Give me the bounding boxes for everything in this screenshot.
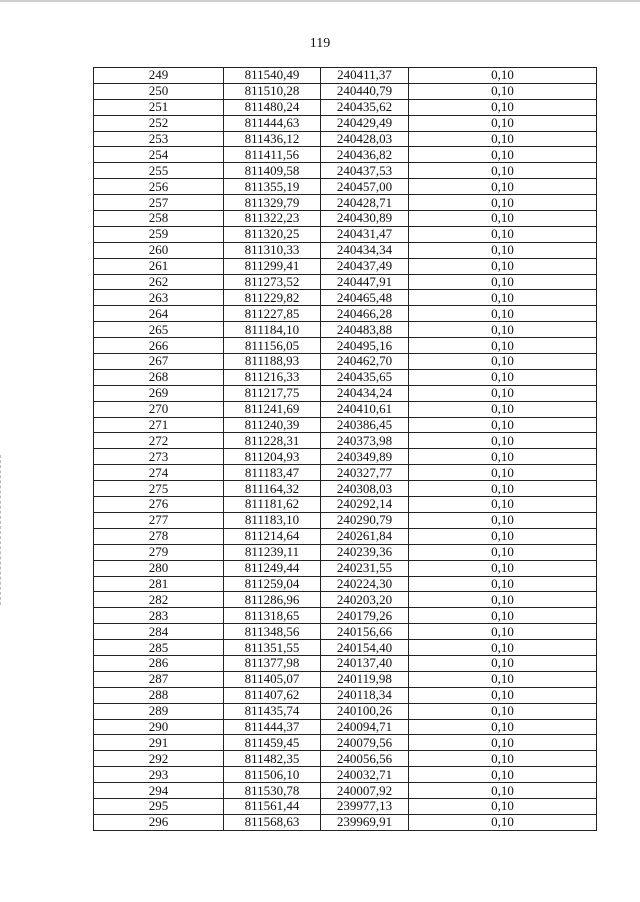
point-number-cell: 272 [94, 433, 224, 449]
x-coordinate-cell: 811568,63 [224, 814, 321, 830]
x-coordinate-cell: 811405,07 [224, 671, 321, 687]
point-number-cell: 275 [94, 481, 224, 497]
y-coordinate-cell: 240203,20 [321, 592, 409, 608]
x-coordinate-cell: 811299,41 [224, 258, 321, 274]
accuracy-cell: 0,10 [409, 767, 597, 783]
accuracy-cell: 0,10 [409, 290, 597, 306]
y-coordinate-cell: 240437,49 [321, 258, 409, 274]
y-coordinate-cell: 240292,14 [321, 497, 409, 513]
accuracy-cell: 0,10 [409, 226, 597, 242]
table-row [94, 131, 597, 147]
x-coordinate-cell: 811459,45 [224, 735, 321, 751]
accuracy-cell: 0,10 [409, 195, 597, 211]
y-coordinate-cell: 240437,53 [321, 163, 409, 179]
point-number-cell: 276 [94, 497, 224, 513]
point-number-cell: 291 [94, 735, 224, 751]
table-row [94, 369, 597, 385]
accuracy-cell: 0,10 [409, 608, 597, 624]
y-coordinate-cell: 240118,34 [321, 687, 409, 703]
accuracy-cell: 0,10 [409, 751, 597, 767]
y-coordinate-cell: 240434,24 [321, 385, 409, 401]
y-coordinate-cell: 240156,66 [321, 624, 409, 640]
table-row [94, 195, 597, 211]
page-number: 119 [309, 36, 331, 51]
point-number-cell: 254 [94, 147, 224, 163]
y-coordinate-cell: 240462,70 [321, 354, 409, 370]
y-coordinate-cell: 240435,62 [321, 99, 409, 115]
table-row [94, 99, 597, 115]
table-row [94, 560, 597, 576]
point-number-cell: 256 [94, 179, 224, 195]
x-coordinate-cell: 811444,63 [224, 115, 321, 131]
y-coordinate-cell: 240094,71 [321, 719, 409, 735]
x-coordinate-cell: 811184,10 [224, 322, 321, 338]
table-row [94, 290, 597, 306]
accuracy-cell: 0,10 [409, 242, 597, 258]
table-row [94, 767, 597, 783]
point-number-cell: 289 [94, 703, 224, 719]
point-number-cell: 264 [94, 306, 224, 322]
point-number-cell: 250 [94, 83, 224, 99]
x-coordinate-cell: 811322,23 [224, 211, 321, 227]
y-coordinate-cell: 239969,91 [321, 814, 409, 830]
table-row [94, 592, 597, 608]
y-coordinate-cell: 240290,79 [321, 512, 409, 528]
x-coordinate-cell: 811409,58 [224, 163, 321, 179]
point-number-cell: 279 [94, 544, 224, 560]
accuracy-cell: 0,10 [409, 322, 597, 338]
table-row [94, 211, 597, 227]
accuracy-cell: 0,10 [409, 512, 597, 528]
y-coordinate-cell: 240079,56 [321, 735, 409, 751]
x-coordinate-cell: 811249,44 [224, 560, 321, 576]
table-row [94, 528, 597, 544]
x-coordinate-cell: 811530,78 [224, 783, 321, 799]
accuracy-cell: 0,10 [409, 99, 597, 115]
accuracy-cell: 0,10 [409, 369, 597, 385]
accuracy-cell: 0,10 [409, 671, 597, 687]
accuracy-cell: 0,10 [409, 417, 597, 433]
table-row [94, 68, 597, 84]
accuracy-cell: 0,10 [409, 385, 597, 401]
table-row [94, 401, 597, 417]
y-coordinate-cell: 240179,26 [321, 608, 409, 624]
table-row [94, 798, 597, 814]
x-coordinate-cell: 811310,33 [224, 242, 321, 258]
accuracy-cell: 0,10 [409, 338, 597, 354]
point-number-cell: 292 [94, 751, 224, 767]
accuracy-cell: 0,10 [409, 687, 597, 703]
accuracy-cell: 0,10 [409, 655, 597, 671]
accuracy-cell: 0,10 [409, 179, 597, 195]
coordinates-table-body [94, 68, 597, 831]
point-number-cell: 277 [94, 512, 224, 528]
point-number-cell: 280 [94, 560, 224, 576]
table-row [94, 274, 597, 290]
y-coordinate-cell: 240466,28 [321, 306, 409, 322]
table-row [94, 751, 597, 767]
table-row [94, 115, 597, 131]
y-coordinate-cell: 240431,47 [321, 226, 409, 242]
accuracy-cell: 0,10 [409, 354, 597, 370]
x-coordinate-cell: 811181,62 [224, 497, 321, 513]
x-coordinate-cell: 811259,04 [224, 576, 321, 592]
y-coordinate-cell: 240465,48 [321, 290, 409, 306]
table-row [94, 735, 597, 751]
x-coordinate-cell: 811355,19 [224, 179, 321, 195]
table-row [94, 497, 597, 513]
point-number-cell: 283 [94, 608, 224, 624]
point-number-cell: 285 [94, 640, 224, 656]
x-coordinate-cell: 811229,82 [224, 290, 321, 306]
table-row [94, 512, 597, 528]
x-coordinate-cell: 811216,33 [224, 369, 321, 385]
point-number-cell: 295 [94, 798, 224, 814]
x-coordinate-cell: 811286,96 [224, 592, 321, 608]
accuracy-cell: 0,10 [409, 576, 597, 592]
accuracy-cell: 0,10 [409, 401, 597, 417]
table-row [94, 179, 597, 195]
point-number-cell: 270 [94, 401, 224, 417]
x-coordinate-cell: 811435,74 [224, 703, 321, 719]
y-coordinate-cell: 240495,16 [321, 338, 409, 354]
x-coordinate-cell: 811377,98 [224, 655, 321, 671]
y-coordinate-cell: 240327,77 [321, 465, 409, 481]
table-row [94, 147, 597, 163]
table-row [94, 655, 597, 671]
accuracy-cell: 0,10 [409, 433, 597, 449]
x-coordinate-cell: 811241,69 [224, 401, 321, 417]
y-coordinate-cell: 240349,89 [321, 449, 409, 465]
point-number-cell: 267 [94, 354, 224, 370]
y-coordinate-cell: 240119,98 [321, 671, 409, 687]
table-row [94, 719, 597, 735]
accuracy-cell: 0,10 [409, 258, 597, 274]
table-row [94, 624, 597, 640]
table-row [94, 703, 597, 719]
table-row [94, 465, 597, 481]
table-row [94, 322, 597, 338]
accuracy-cell: 0,10 [409, 211, 597, 227]
table-row [94, 385, 597, 401]
accuracy-cell: 0,10 [409, 703, 597, 719]
x-coordinate-cell: 811482,35 [224, 751, 321, 767]
table-row [94, 163, 597, 179]
point-number-cell: 266 [94, 338, 224, 354]
table-row [94, 354, 597, 370]
table-row [94, 687, 597, 703]
x-coordinate-cell: 811351,55 [224, 640, 321, 656]
point-number-cell: 287 [94, 671, 224, 687]
point-number-cell: 258 [94, 211, 224, 227]
y-coordinate-cell: 240429,49 [321, 115, 409, 131]
y-coordinate-cell: 240056,56 [321, 751, 409, 767]
x-coordinate-cell: 811188,93 [224, 354, 321, 370]
y-coordinate-cell: 240231,55 [321, 560, 409, 576]
point-number-cell: 260 [94, 242, 224, 258]
accuracy-cell: 0,10 [409, 497, 597, 513]
y-coordinate-cell: 240032,71 [321, 767, 409, 783]
point-number-cell: 253 [94, 131, 224, 147]
y-coordinate-cell: 240411,37 [321, 68, 409, 84]
table-row [94, 640, 597, 656]
point-number-cell: 257 [94, 195, 224, 211]
y-coordinate-cell: 240430,89 [321, 211, 409, 227]
y-coordinate-cell: 239977,13 [321, 798, 409, 814]
y-coordinate-cell: 240154,40 [321, 640, 409, 656]
y-coordinate-cell: 240447,91 [321, 274, 409, 290]
point-number-cell: 249 [94, 68, 224, 84]
x-coordinate-cell: 811183,10 [224, 512, 321, 528]
y-coordinate-cell: 240457,00 [321, 179, 409, 195]
accuracy-cell: 0,10 [409, 115, 597, 131]
accuracy-cell: 0,10 [409, 735, 597, 751]
accuracy-cell: 0,10 [409, 131, 597, 147]
point-number-cell: 288 [94, 687, 224, 703]
point-number-cell: 271 [94, 417, 224, 433]
scan-margin-marks [0, 455, 3, 605]
accuracy-cell: 0,10 [409, 449, 597, 465]
y-coordinate-cell: 240410,61 [321, 401, 409, 417]
point-number-cell: 296 [94, 814, 224, 830]
accuracy-cell: 0,10 [409, 274, 597, 290]
y-coordinate-cell: 240100,26 [321, 703, 409, 719]
table-row [94, 433, 597, 449]
table-row [94, 544, 597, 560]
accuracy-cell: 0,10 [409, 147, 597, 163]
accuracy-cell: 0,10 [409, 798, 597, 814]
point-number-cell: 263 [94, 290, 224, 306]
x-coordinate-cell: 811510,28 [224, 83, 321, 99]
y-coordinate-cell: 240007,92 [321, 783, 409, 799]
page-top-edge [0, 0, 640, 2]
accuracy-cell: 0,10 [409, 719, 597, 735]
accuracy-cell: 0,10 [409, 544, 597, 560]
x-coordinate-cell: 811273,52 [224, 274, 321, 290]
x-coordinate-cell: 811183,47 [224, 465, 321, 481]
x-coordinate-cell: 811164,32 [224, 481, 321, 497]
point-number-cell: 269 [94, 385, 224, 401]
table-row [94, 242, 597, 258]
y-coordinate-cell: 240440,79 [321, 83, 409, 99]
table-row [94, 338, 597, 354]
accuracy-cell: 0,10 [409, 306, 597, 322]
table-row [94, 449, 597, 465]
y-coordinate-cell: 240308,03 [321, 481, 409, 497]
x-coordinate-cell: 811227,85 [224, 306, 321, 322]
table-row [94, 258, 597, 274]
table-row [94, 608, 597, 624]
point-number-cell: 278 [94, 528, 224, 544]
accuracy-cell: 0,10 [409, 592, 597, 608]
x-coordinate-cell: 811506,10 [224, 767, 321, 783]
point-number-cell: 251 [94, 99, 224, 115]
x-coordinate-cell: 811407,62 [224, 687, 321, 703]
accuracy-cell: 0,10 [409, 814, 597, 830]
point-number-cell: 268 [94, 369, 224, 385]
accuracy-cell: 0,10 [409, 560, 597, 576]
y-coordinate-cell: 240239,36 [321, 544, 409, 560]
x-coordinate-cell: 811436,12 [224, 131, 321, 147]
y-coordinate-cell: 240386,45 [321, 417, 409, 433]
x-coordinate-cell: 811240,39 [224, 417, 321, 433]
x-coordinate-cell: 811540,49 [224, 68, 321, 84]
x-coordinate-cell: 811217,75 [224, 385, 321, 401]
point-number-cell: 282 [94, 592, 224, 608]
y-coordinate-cell: 240428,03 [321, 131, 409, 147]
y-coordinate-cell: 240434,34 [321, 242, 409, 258]
point-number-cell: 286 [94, 655, 224, 671]
x-coordinate-cell: 811239,11 [224, 544, 321, 560]
accuracy-cell: 0,10 [409, 465, 597, 481]
point-number-cell: 273 [94, 449, 224, 465]
accuracy-cell: 0,10 [409, 68, 597, 84]
x-coordinate-cell: 811561,44 [224, 798, 321, 814]
point-number-cell: 265 [94, 322, 224, 338]
accuracy-cell: 0,10 [409, 624, 597, 640]
table-row [94, 417, 597, 433]
x-coordinate-cell: 811156,05 [224, 338, 321, 354]
y-coordinate-cell: 240373,98 [321, 433, 409, 449]
point-number-cell: 290 [94, 719, 224, 735]
coordinates-table [93, 67, 597, 831]
x-coordinate-cell: 811214,64 [224, 528, 321, 544]
y-coordinate-cell: 240261,84 [321, 528, 409, 544]
x-coordinate-cell: 811329,79 [224, 195, 321, 211]
point-number-cell: 259 [94, 226, 224, 242]
x-coordinate-cell: 811411,56 [224, 147, 321, 163]
accuracy-cell: 0,10 [409, 528, 597, 544]
x-coordinate-cell: 811444,37 [224, 719, 321, 735]
point-number-cell: 294 [94, 783, 224, 799]
point-number-cell: 284 [94, 624, 224, 640]
table-row [94, 814, 597, 830]
y-coordinate-cell: 240483,88 [321, 322, 409, 338]
table-row [94, 83, 597, 99]
point-number-cell: 252 [94, 115, 224, 131]
point-number-cell: 274 [94, 465, 224, 481]
table-row [94, 671, 597, 687]
point-number-cell: 255 [94, 163, 224, 179]
y-coordinate-cell: 240436,82 [321, 147, 409, 163]
accuracy-cell: 0,10 [409, 83, 597, 99]
accuracy-cell: 0,10 [409, 481, 597, 497]
y-coordinate-cell: 240224,30 [321, 576, 409, 592]
table-row [94, 576, 597, 592]
table-row [94, 306, 597, 322]
point-number-cell: 281 [94, 576, 224, 592]
x-coordinate-cell: 811228,31 [224, 433, 321, 449]
table-row [94, 481, 597, 497]
y-coordinate-cell: 240428,71 [321, 195, 409, 211]
x-coordinate-cell: 811318,65 [224, 608, 321, 624]
y-coordinate-cell: 240137,40 [321, 655, 409, 671]
table-row [94, 783, 597, 799]
y-coordinate-cell: 240435,65 [321, 369, 409, 385]
point-number-cell: 262 [94, 274, 224, 290]
x-coordinate-cell: 811348,56 [224, 624, 321, 640]
point-number-cell: 261 [94, 258, 224, 274]
accuracy-cell: 0,10 [409, 640, 597, 656]
point-number-cell: 293 [94, 767, 224, 783]
table-row [94, 226, 597, 242]
x-coordinate-cell: 811204,93 [224, 449, 321, 465]
accuracy-cell: 0,10 [409, 783, 597, 799]
x-coordinate-cell: 811480,24 [224, 99, 321, 115]
x-coordinate-cell: 811320,25 [224, 226, 321, 242]
accuracy-cell: 0,10 [409, 163, 597, 179]
